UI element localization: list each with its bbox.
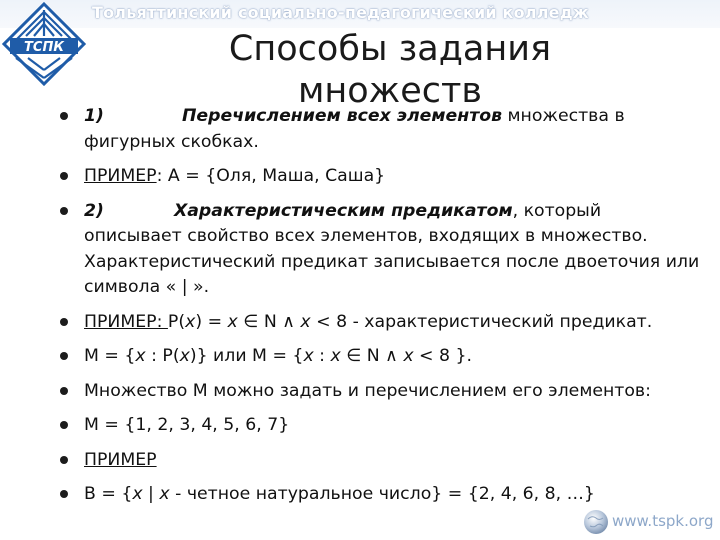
bullet-list xyxy=(60,104,700,517)
example-label: ПРИМЕР xyxy=(84,166,157,186)
bullet-icon xyxy=(60,421,68,429)
globe-icon xyxy=(582,508,610,536)
example-label: ПРИМЕР xyxy=(84,449,157,470)
footer-url: www.tspk.org xyxy=(612,512,714,530)
list-item-example xyxy=(60,448,700,474)
formula-part: Р( xyxy=(167,311,186,332)
formula-var: x xyxy=(159,484,170,504)
item-number: 1) xyxy=(84,106,104,126)
college-logo xyxy=(2,2,86,86)
formula-part: ∈ N ∧ xyxy=(340,346,404,366)
list-item-text xyxy=(60,379,700,405)
item-text: Множество М можно задать и перечислением его элементов: xyxy=(84,380,651,401)
item-text: , который описывает свойство всех элементов, входящих в множество. Характеристический предикат записывается после двоеточия или символа « | ». xyxy=(84,200,700,297)
formula-var: x xyxy=(179,346,190,366)
formula-part: | xyxy=(142,484,160,504)
item-text: М = {1, 2, 3, 4, 5, 6, 7} xyxy=(84,415,290,435)
formula-part: < 8 }. xyxy=(413,346,473,366)
formula-var: x xyxy=(185,311,196,332)
formula-var: x xyxy=(132,484,143,504)
list-item-set-notation xyxy=(60,344,700,370)
formula-var: x xyxy=(300,311,311,332)
list-item-set xyxy=(60,413,700,439)
bullet-icon xyxy=(60,352,68,360)
bullet-icon xyxy=(60,112,68,120)
formula-part: )} или М = { xyxy=(189,346,304,366)
formula-part: < 8 - характеристический предикат. xyxy=(310,311,653,332)
formula-var: x xyxy=(135,346,146,366)
college-name: Тольяттинский социально-педагогический колледж xyxy=(92,3,589,22)
method-term: Перечислением всех элементов xyxy=(181,106,503,126)
formula-part: - четное натуральное число} = {2, 4, 6, 8, …} xyxy=(169,484,595,504)
formula-var: x xyxy=(227,311,238,332)
header-band xyxy=(0,0,720,28)
bullet-icon xyxy=(60,318,68,326)
bullet-icon xyxy=(60,456,68,464)
formula-part: ∈ N ∧ xyxy=(237,311,301,332)
bullet-icon xyxy=(60,207,68,215)
bullet-icon xyxy=(60,172,68,180)
item-number: 2) xyxy=(84,200,104,221)
formula-var: x xyxy=(303,346,314,366)
list-item-predicate xyxy=(60,199,700,301)
bullet-icon xyxy=(60,387,68,395)
formula-part: ) = xyxy=(195,311,228,332)
formula-var: x xyxy=(403,346,414,366)
formula-part: В = { xyxy=(84,484,133,504)
slide-title: Способы задания множеств xyxy=(228,29,552,111)
method-term: Характеристическим предикатом xyxy=(173,200,513,221)
bullet-icon xyxy=(60,490,68,498)
item-text: множества в фигурных скобках. xyxy=(84,106,625,152)
list-item-enumeration xyxy=(60,104,700,155)
formula-part: : xyxy=(313,346,331,366)
example-label: ПРИМЕР: xyxy=(84,311,168,332)
list-item-example xyxy=(60,164,700,190)
item-text: : А = {Оля, Маша, Саша} xyxy=(156,166,386,186)
list-item-example xyxy=(60,310,700,336)
logo-text: ТСПК xyxy=(24,40,64,55)
formula-part: М = { xyxy=(84,346,136,366)
formula-part: : Р( xyxy=(145,346,180,366)
list-item-set-notation xyxy=(60,482,700,508)
formula-var: x xyxy=(330,346,341,366)
